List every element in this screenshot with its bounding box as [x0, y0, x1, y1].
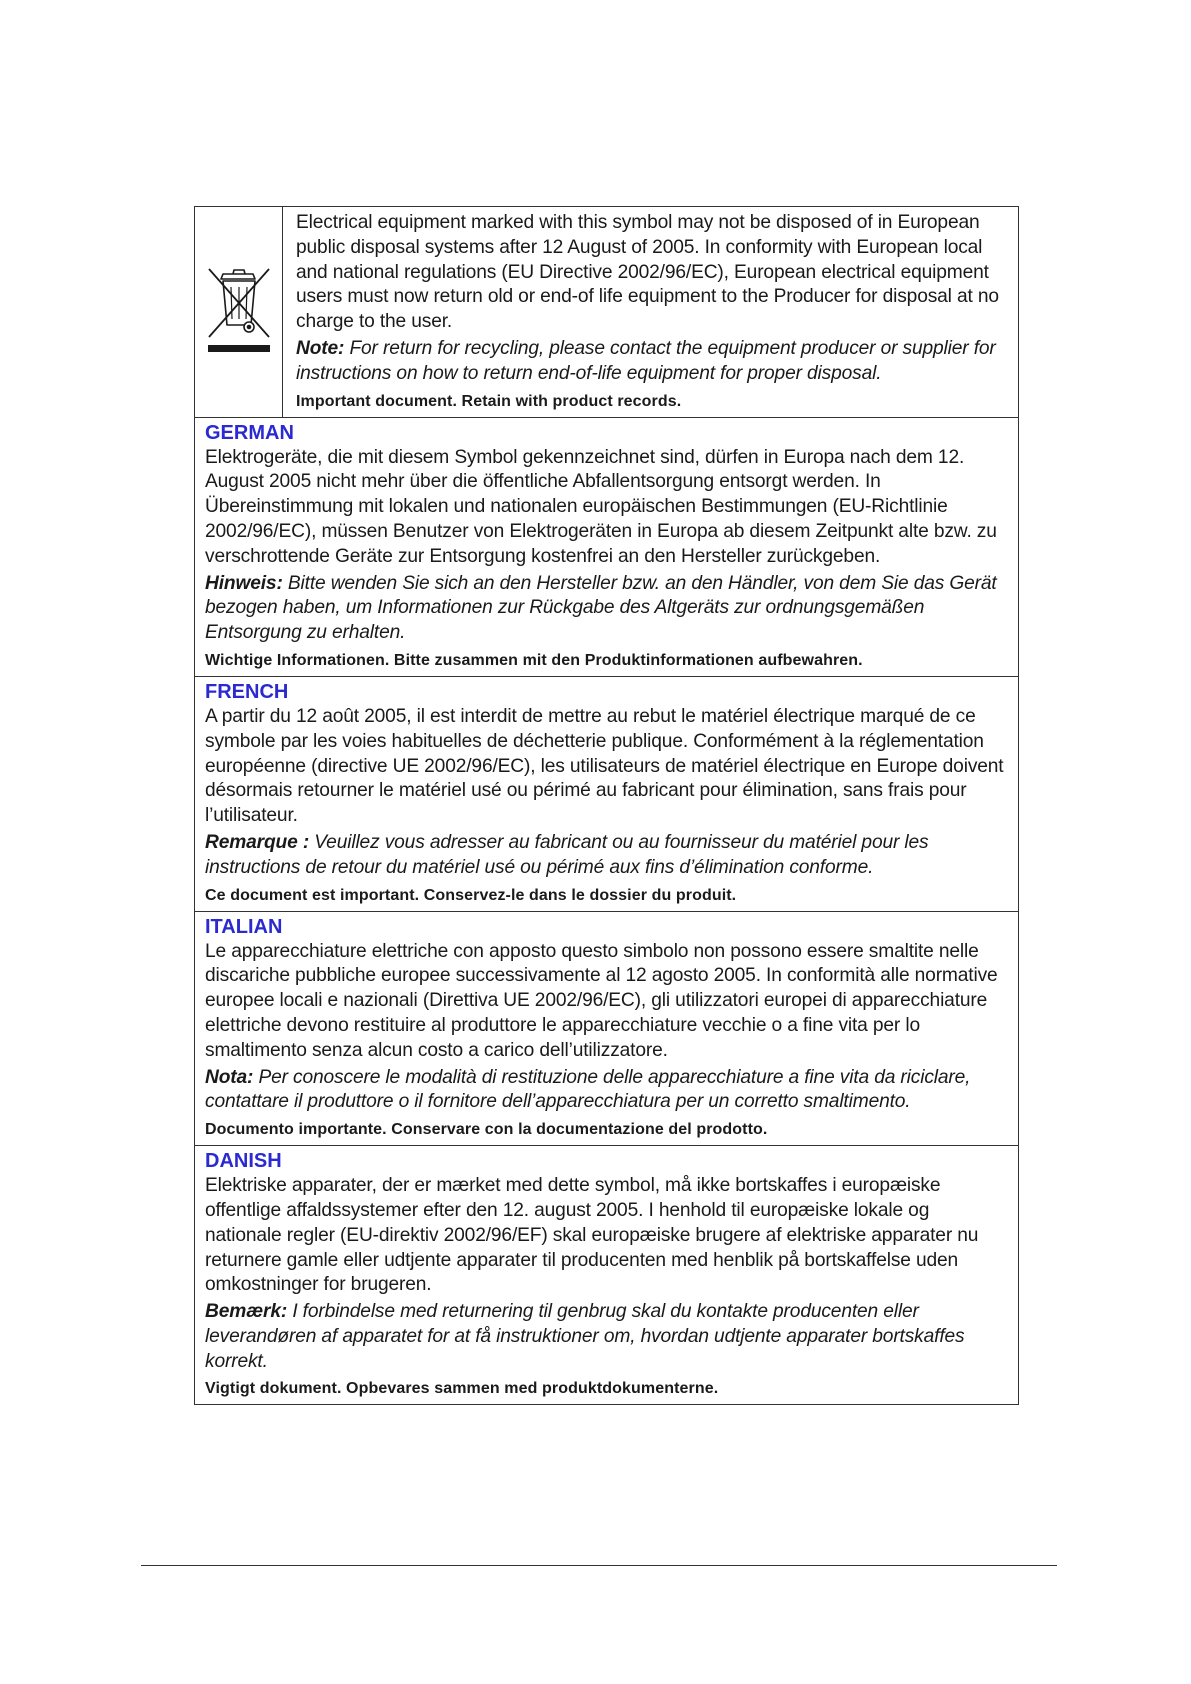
section-note	[205, 1066, 1004, 1116]
symbol-cell	[195, 207, 283, 418]
danish-row	[195, 1146, 1019, 1405]
english-note	[296, 337, 1004, 387]
language-heading: DANISH	[205, 1150, 282, 1173]
section-important: Vigtigt dokument. Opbevares sammen med produktdokumenterne.	[205, 1380, 719, 1398]
german-row	[195, 417, 1019, 676]
english-body: Electrical equipment marked with this symbol may not be disposed of in European public disposal systems after 12 August of 2005. In conformity with European local and national regulations (EU Directive 2002/96/EC), European electrical equipment users must now return old or end-of life equipment to the Producer for disposal at no charge to the user.	[296, 212, 999, 333]
language-heading: GERMAN	[205, 421, 294, 444]
section-body: Le apparecchiature elettriche con apposto questo simbolo non possono essere smaltite nelle discariche pubbliche europee successivamente al 12 agosto 2005. In conformità alle normative europee locali e nazionali (Direttiva UE 2002/96/EC), gli utilizzatori europei di apparecchiature elettriche devono restituire al produttore le apparecchiature vecchie o a fine vita per lo smaltimento senza alcun costo a carico dell’utilizzatore.	[205, 940, 998, 1061]
note-text: I forbindelse med returnering til genbrug skal du kontakte producenten eller leverandøren af apparatet for at få instruktioner om, hvordan udtjente apparater bortskaffes korrekt.	[205, 1301, 965, 1372]
footer-rule	[141, 1565, 1057, 1566]
note-label: Nota:	[205, 1066, 254, 1088]
note-text: Veuillez vous adresser au fabricant ou au fournisseur du matériel pour les instructions de retour du matériel usé ou périmé aux fins d’élimination conforme.	[205, 831, 929, 878]
note-label: Bemærk:	[205, 1301, 288, 1323]
section-body: Elektriske apparater, der er mærket med dette symbol, må ikke bortskaffes i europæiske offentlige affaldssystemer efter den 12. august 2005. I henhold til europæiske lokale og nationale regler (EU-direktiv 2002/96/EF) skal europæiske brugere af elektriske apparater nu returnere gamle eller udtjente apparater til producenten med henblik på bortskaffelse uden omkostninger for brugeren.	[205, 1175, 979, 1296]
italian-section	[195, 911, 1019, 1146]
english-notice-cell	[283, 207, 1019, 418]
weee-notice-table	[194, 206, 1019, 1405]
italian-row	[195, 911, 1019, 1146]
language-heading: ITALIAN	[205, 915, 283, 938]
section-important: Wichtige Informationen. Bitte zusammen mit den Produktinformationen aufbewahren.	[205, 651, 863, 669]
english-row	[195, 207, 1019, 418]
note-text: Per conoscere le modalità di restituzione delle apparecchiature a fine vita da riciclare, contattare il produttore o il fornitore dell’apparecchiatura per un corretto smaltimento.	[205, 1066, 971, 1113]
danish-section	[195, 1146, 1019, 1405]
note-text: For return for recycling, please contact the equipment producer or supplier for instructions on how to return end-of-life equipment for proper disposal.	[296, 337, 996, 384]
crossed-out-wheelie-bin-icon	[203, 261, 275, 357]
section-important: Documento importante. Conservare con la documentazione del prodotto.	[205, 1121, 768, 1139]
section-note	[205, 831, 1004, 881]
note-label: Hinweis:	[205, 572, 283, 594]
section-body: A partir du 12 août 2005, il est interdit de mettre au rebut le matériel électrique marqué de ce symbole par les voies habituelles de déchetterie publique. Conformément à la réglementation européenne (directive UE 2002/96/EC), les utilisateurs de matériel électrique en Europe doivent désormais retourner le matériel usé ou périmé au fabricant pour élimination, sans frais pour l’utilisateur.	[205, 705, 1004, 827]
french-row	[195, 676, 1019, 911]
section-note	[205, 572, 1004, 646]
note-text: Bitte wenden Sie sich an den Hersteller bzw. an den Händler, von dem Sie das Gerät bezogen haben, um Informationen zur Rückgabe des Altgeräts zur ordnungsgemäßen Entsorgung zu erhalten.	[205, 572, 997, 644]
german-section	[195, 417, 1019, 676]
language-heading: FRENCH	[205, 680, 289, 703]
section-note	[205, 1300, 1004, 1374]
english-important: Important document. Retain with product records.	[296, 392, 682, 410]
french-section	[195, 676, 1019, 911]
section-important: Ce document est important. Conservez-le dans le dossier du produit.	[205, 886, 737, 904]
section-body: Elektrogeräte, die mit diesem Symbol gekennzeichnet sind, dürfen in Europa nach dem 12. August 2005 nicht mehr über die öffentliche Abfallentsorgung entsorgt werden. In Übereinstimmung mit lokalen und nationalen europäischen Bestimmungen (EU-Richtlinie 2002/96/EC), müssen Benutzer von Elektrogeräten in Europa ab diesem Zeitpunkt alte bzw. zu verschrottende Geräte zur Entsorgung kostenfrei an den Hersteller zurückgeben.	[205, 446, 997, 567]
note-label: Remarque :	[205, 831, 310, 853]
note-label: Note:	[296, 337, 345, 359]
